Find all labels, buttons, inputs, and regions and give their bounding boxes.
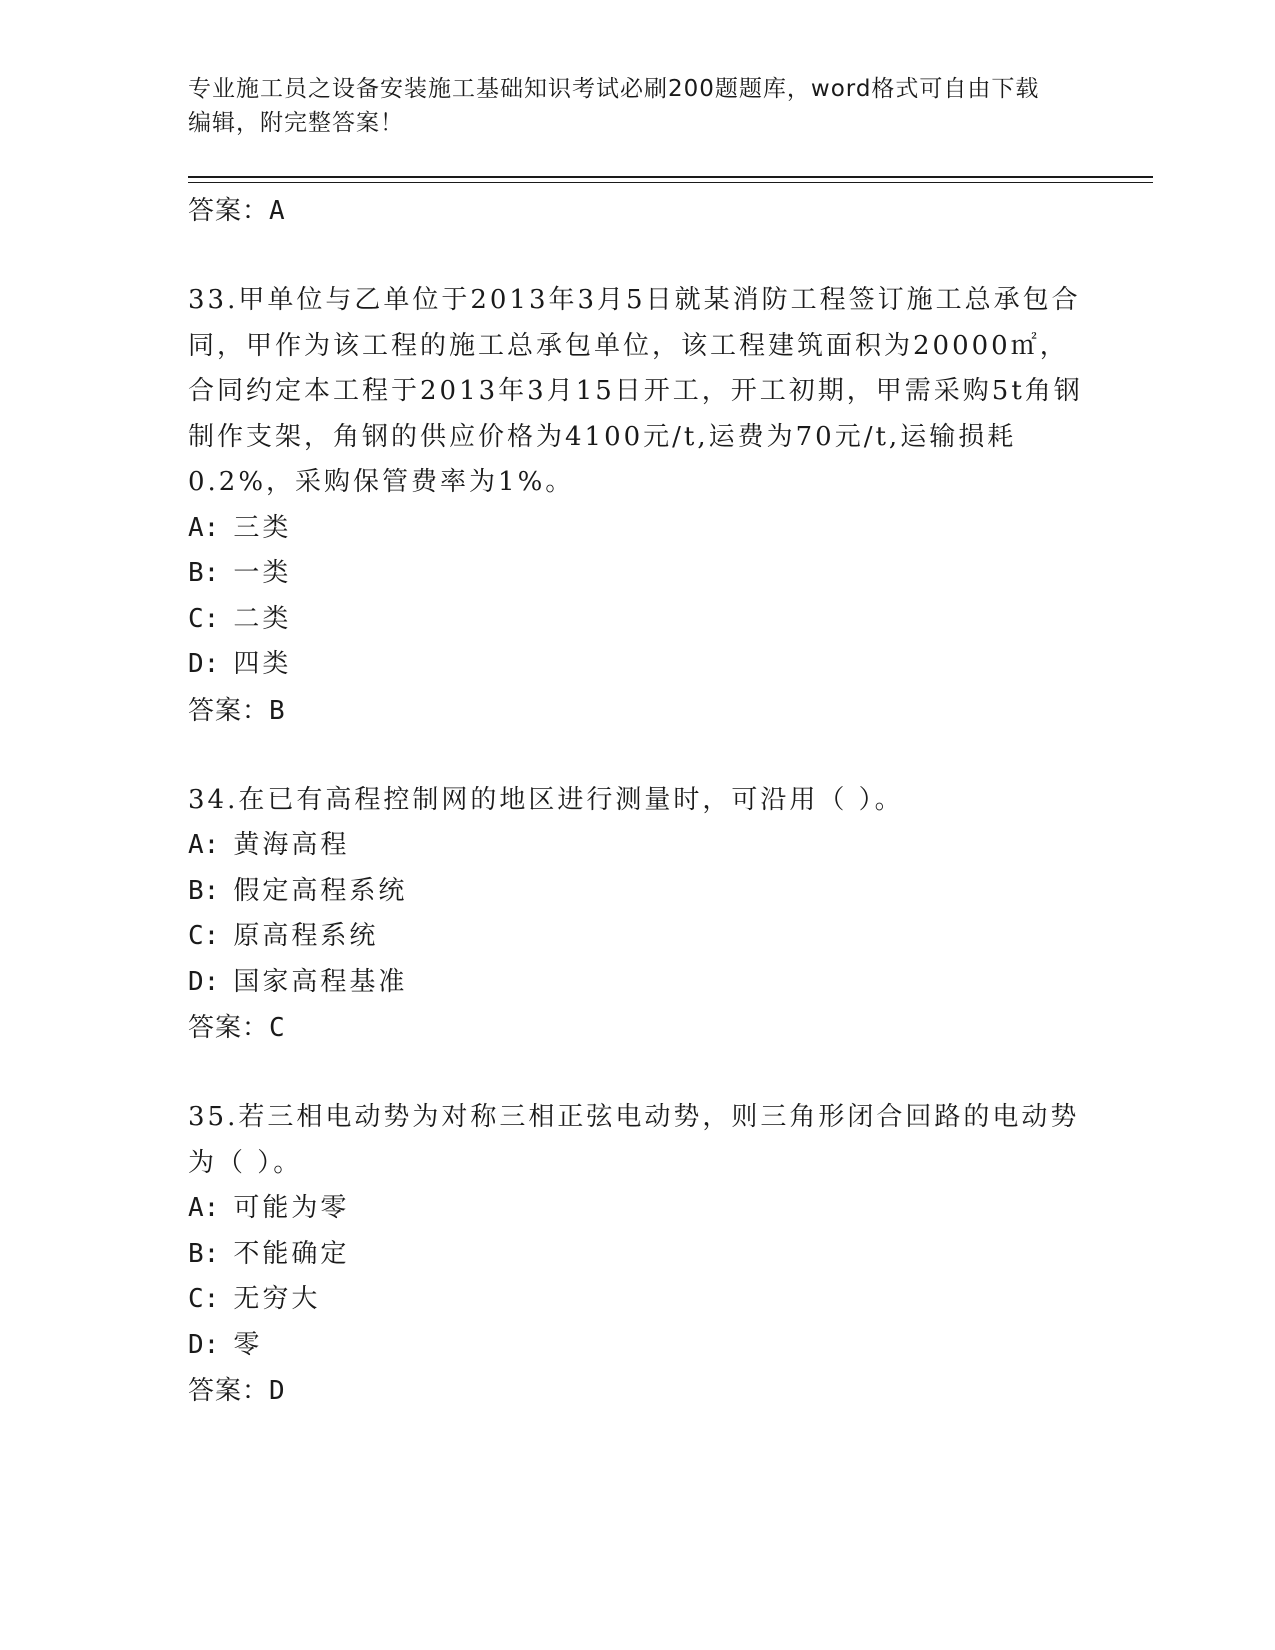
option-key: D: xyxy=(188,1329,220,1360)
option-key: A: xyxy=(188,1193,220,1223)
option-text: 可能为零 xyxy=(233,1193,350,1223)
option-key: D: xyxy=(188,649,220,679)
header-line-2: 编辑，附完整答案！ xyxy=(188,110,404,136)
option-key: A: xyxy=(188,512,220,543)
option-key: B: xyxy=(188,1238,220,1269)
option-b xyxy=(188,869,1088,915)
option-text: 黄海高程 xyxy=(233,830,350,860)
option-text: 四类 xyxy=(233,649,292,679)
option-text: 假定高程系统 xyxy=(233,875,408,906)
question-33 xyxy=(188,278,1088,734)
question-35 xyxy=(188,1095,1088,1414)
previous-answer xyxy=(188,188,1088,234)
option-d xyxy=(188,1323,1088,1369)
option-key: C: xyxy=(188,921,220,951)
document-header xyxy=(188,72,1088,140)
answer-value: C xyxy=(269,1013,286,1043)
option-b xyxy=(188,551,1088,597)
option-a xyxy=(188,823,1088,869)
option-a xyxy=(188,1186,1088,1232)
answer-value: B xyxy=(269,695,286,726)
option-c xyxy=(188,1277,1088,1323)
option-key: B: xyxy=(188,558,220,588)
question-answer xyxy=(188,688,1088,734)
option-text: 原高程系统 xyxy=(233,921,379,951)
document-body xyxy=(188,188,1088,1414)
option-c xyxy=(188,914,1088,960)
question-answer xyxy=(188,1005,1088,1051)
question-answer xyxy=(188,1368,1088,1414)
question-text: 33.甲单位与乙单位于2013年3月5日就某消防工程签订施工总承包合同，甲作为该工程的施工总承包单位，该工程建筑面积为20000㎡，合同约定本工程于2013年3月15日开工，开工初期，甲需采购5t角钢制作支架，角钢的供应价格为4100元/t,运费为70元/t,运输损耗0.2%，采购保管费率为1%。 xyxy=(188,285,1083,497)
option-key: A: xyxy=(188,830,220,860)
header-line-1: 专业施工员之设备安装施工基础知识考试必刷200题题库，word格式可自由下载 xyxy=(188,76,1040,102)
option-c xyxy=(188,597,1088,643)
header-divider-thin xyxy=(188,182,1153,183)
option-b xyxy=(188,1232,1088,1278)
option-key: D: xyxy=(188,966,220,997)
option-text: 一类 xyxy=(233,558,292,588)
option-text: 国家高程基准 xyxy=(233,966,408,997)
answer-label: 答案： xyxy=(188,695,270,726)
answer-value: A xyxy=(269,196,286,226)
answer-label: 答案： xyxy=(188,196,270,226)
option-key: C: xyxy=(188,603,220,634)
option-key: C: xyxy=(188,1284,220,1314)
answer-label: 答案： xyxy=(188,1013,270,1043)
header-divider-thick xyxy=(188,176,1153,178)
question-text: 34.在已有高程控制网的地区进行测量时，可沿用（ ）。 xyxy=(188,784,904,815)
option-text: 零 xyxy=(233,1329,263,1360)
option-key: B: xyxy=(188,875,220,906)
option-text: 不能确定 xyxy=(233,1238,350,1269)
option-text: 三类 xyxy=(233,512,292,543)
answer-label: 答案： xyxy=(188,1376,270,1406)
question-text: 35.若三相电动势为对称三相正弦电动势，则三角形闭合回路的电动势为（ ）。 xyxy=(188,1102,1080,1178)
option-d xyxy=(188,960,1088,1006)
option-d xyxy=(188,642,1088,688)
answer-value: D xyxy=(269,1376,286,1406)
question-34 xyxy=(188,778,1088,1052)
option-a xyxy=(188,506,1088,552)
option-text: 无穷大 xyxy=(233,1284,321,1314)
option-text: 二类 xyxy=(233,603,292,634)
